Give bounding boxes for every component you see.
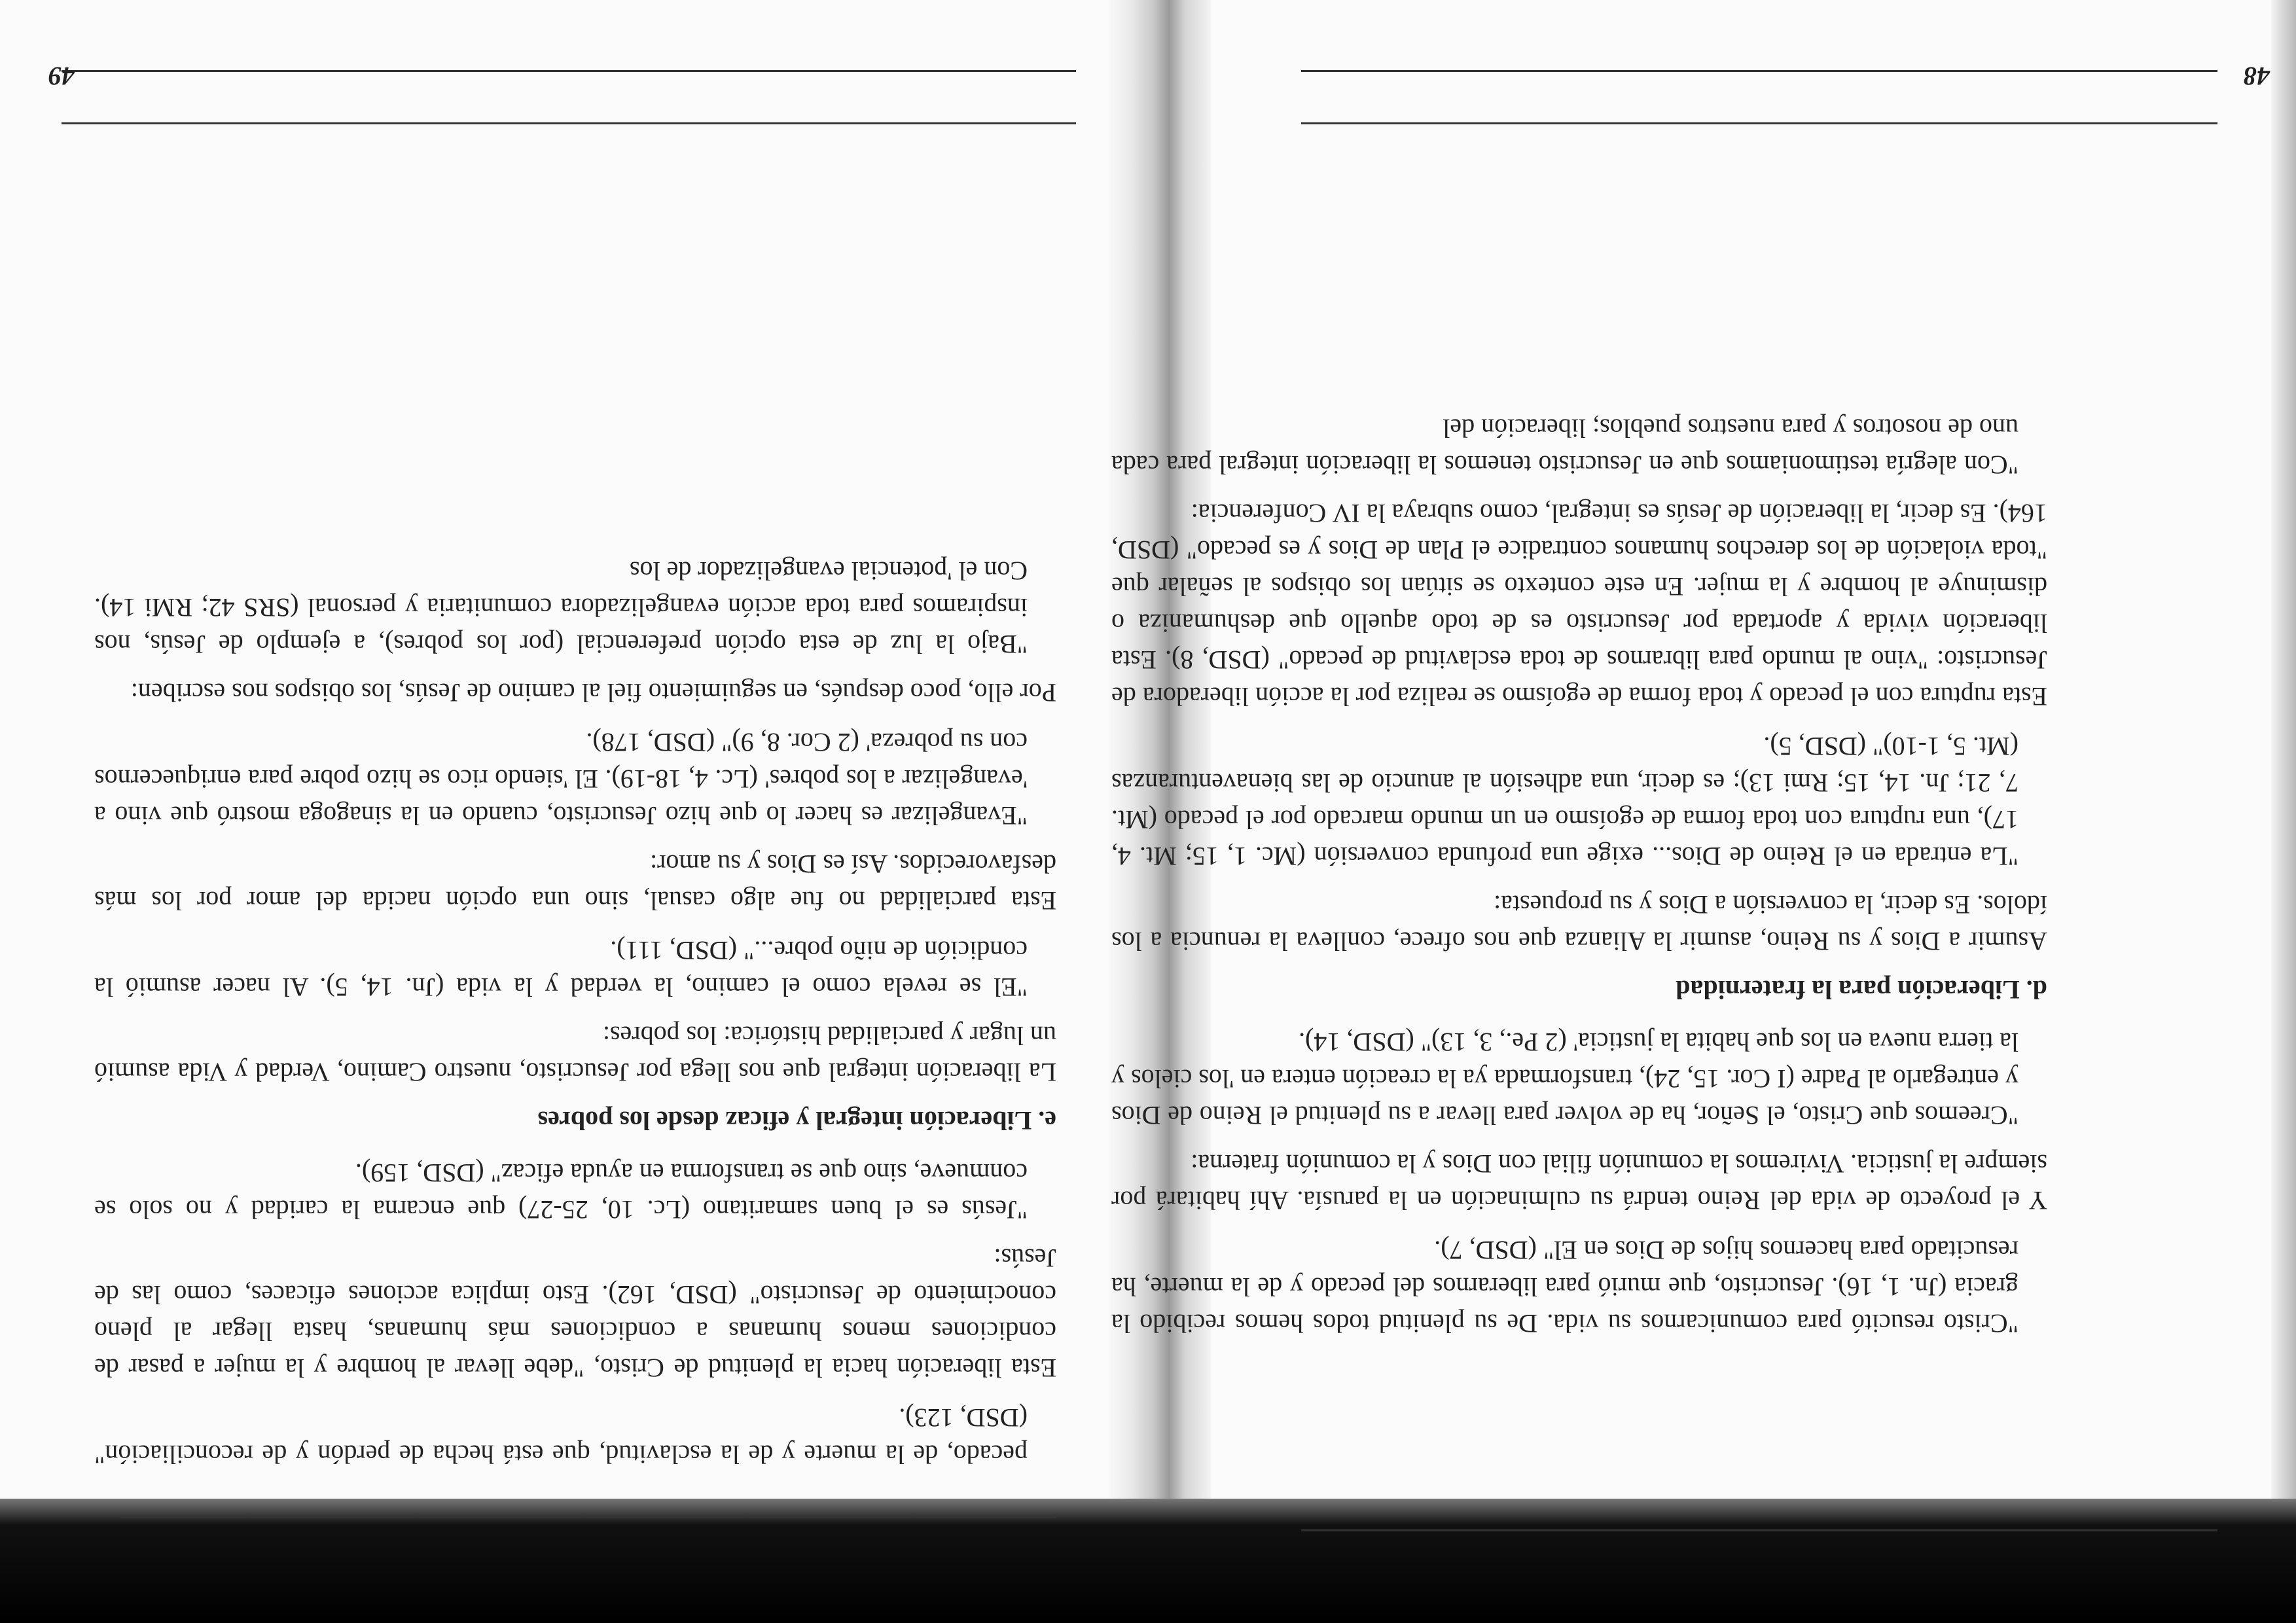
page-number: 49	[48, 62, 75, 91]
header-rule	[1301, 70, 2217, 72]
body-paragraph: Esta liberación hacia la plenitud de Cristo, "debe llevar al hombre y la mujer a pasar de condiciones menos humanas a condiciones más humanas, hasta llegar al pleno conocimiento de Jesucristo" (DSD, 162). Esto implica acciones eficaces, como las de Jesús:	[94, 1243, 1056, 1383]
page-48	[1111, 0, 2296, 1623]
header-rule-lower	[1301, 122, 2217, 124]
quote-paragraph: "Jesús es el buen samaritano (Lc. 10, 25-27) que encarna la caridad y no solo se conmueve, sino que se transforma en ayuda eficaz" (DSD, 159).	[94, 1158, 1028, 1224]
page-48-body	[1111, 397, 2047, 1342]
section-heading: e. Liberación integral y eficaz desde los pobres	[537, 1106, 1056, 1135]
quote-paragraph: "La entrada en el Reino de Dios... exige una profunda conversión (Mc. 1, 15; Mt. 4, 17), una ruptura con toda forma de egoísmo en un mundo marcado por el pecado (Mt. 7, 21; Jn. 14, 15; Rmi 13); es decir, una adhesión al anuncio de las bienaventuranzas (Mt. 5, 1-10)" (DSD, 5).	[1111, 732, 2018, 871]
page-49-body	[94, 539, 1056, 1472]
body-paragraph: Y el proyecto de vida del Reino tendrá su culminación en la parusía. Ahí habitará por siempre la justicia. Viviremos la comunión filial con Dios y la comunión fraterna:	[1111, 1149, 2047, 1215]
continuation-rule	[1301, 1529, 2217, 1531]
section-heading: d. Liberación para la fraternidad	[1676, 975, 2047, 1005]
quote-paragraph: "Bajo la luz de esta opción preferencial (por los pobres), a ejemplo de Jesús, nos inspiramos para toda acción evangelizadora comunitaria y personal (SRS 42; RMi 14). Con el 'potencial evangelizador de los	[94, 556, 1028, 659]
quote-paragraph: "Evangelizar es hacer lo que hizo Jesucristo, cuando en la sinagoga mostró que vino a 'evangelizar a los pobres' (Lc. 4, 18-19). El 'siendo rico se hizo pobre para enriquecernos con su pobreza' (2 Cor. 8, 9)" (DSD, 178).	[94, 728, 1028, 830]
body-paragraph: Esta parcialidad no fue algo casual, sino una opción nacida del amor por los más desfavorecidos. Así es Dios y su amor:	[94, 849, 1056, 916]
quote-paragraph: "Creemos que Cristo, el Señor, ha de volver para llevar a su plenitud el Reino de Dios y entregarlo al Padre (I Cor. 15, 24), transformada ya la creación entera en 'los cielos y la tierra nueva en los que habita la justicia' (2 Pe., 3, 13)" (DSD, 14).	[1111, 1027, 2018, 1130]
body-paragraph: La liberación integral que nos llega por Jesucristo, nuestro Camino, Verdad y Vida asumió un lugar y parcialidad histórica: los pobres:	[94, 1021, 1056, 1087]
quote-paragraph: "Con alegría testimoniamos que en Jesucristo tenemos la liberación integral para cada uno de nosotros y para nuestros pueblos; liberación del	[1111, 414, 2018, 480]
header-rule	[62, 70, 1076, 72]
body-paragraph: Esta ruptura con el pecado y toda forma de egoísmo se realiza por la acción liberadora de Jesucristo: "vino al mundo para librarnos de toda esclavitud de pecado" (DSD, 8). Esta liberación vivida y aportada por Jesucristo es de todo aquello que deshumaniza o disminuye al hombre y la mujer. En este contexto se sitúan los obispos al señalar que "toda violación de los derechos humanos contradice el Plan de Dios y es pecado" (DSD, 164). Es decir, la liberación de Jesús es integral, como subraya la IV Conferencia:	[1111, 499, 2047, 711]
continuation-rule	[120, 1516, 1056, 1518]
body-paragraph: Por ello, poco después, en seguimiento fiel al camino de Jesús, los obispos nos escriben:	[130, 678, 1056, 707]
header-rule-lower	[62, 122, 1076, 124]
body-paragraph: Asumir a Dios y su Reino, asumir la Alianza que nos ofrece, conlleva la renuncia a los ídolos. Es decir, la conversión a Dios y su propuesta:	[1111, 890, 2047, 956]
quote-paragraph: "Cristo resucitó para comunicarnos su vida. De su plenitud todos hemos recibido la gracia (Jn. 1, 16). Jesucristo, que murió para liberarnos del pecado y de la muerte, ha resucitado para hacernos hijos de Dios en El" (DSD, 7).	[1111, 1236, 2018, 1338]
page-number: 48	[2244, 62, 2270, 91]
quote-paragraph: pecado, de la muerte y de la esclavitud, que está hecha de perdón y de reconciliación" (DSD, 123).	[94, 1403, 1028, 1469]
quote-paragraph: "El se revela como el camino, la verdad y la vida (Jn. 14, 5). Al nacer asumió la condición de niño pobre..." (DSD, 111).	[94, 936, 1028, 1002]
